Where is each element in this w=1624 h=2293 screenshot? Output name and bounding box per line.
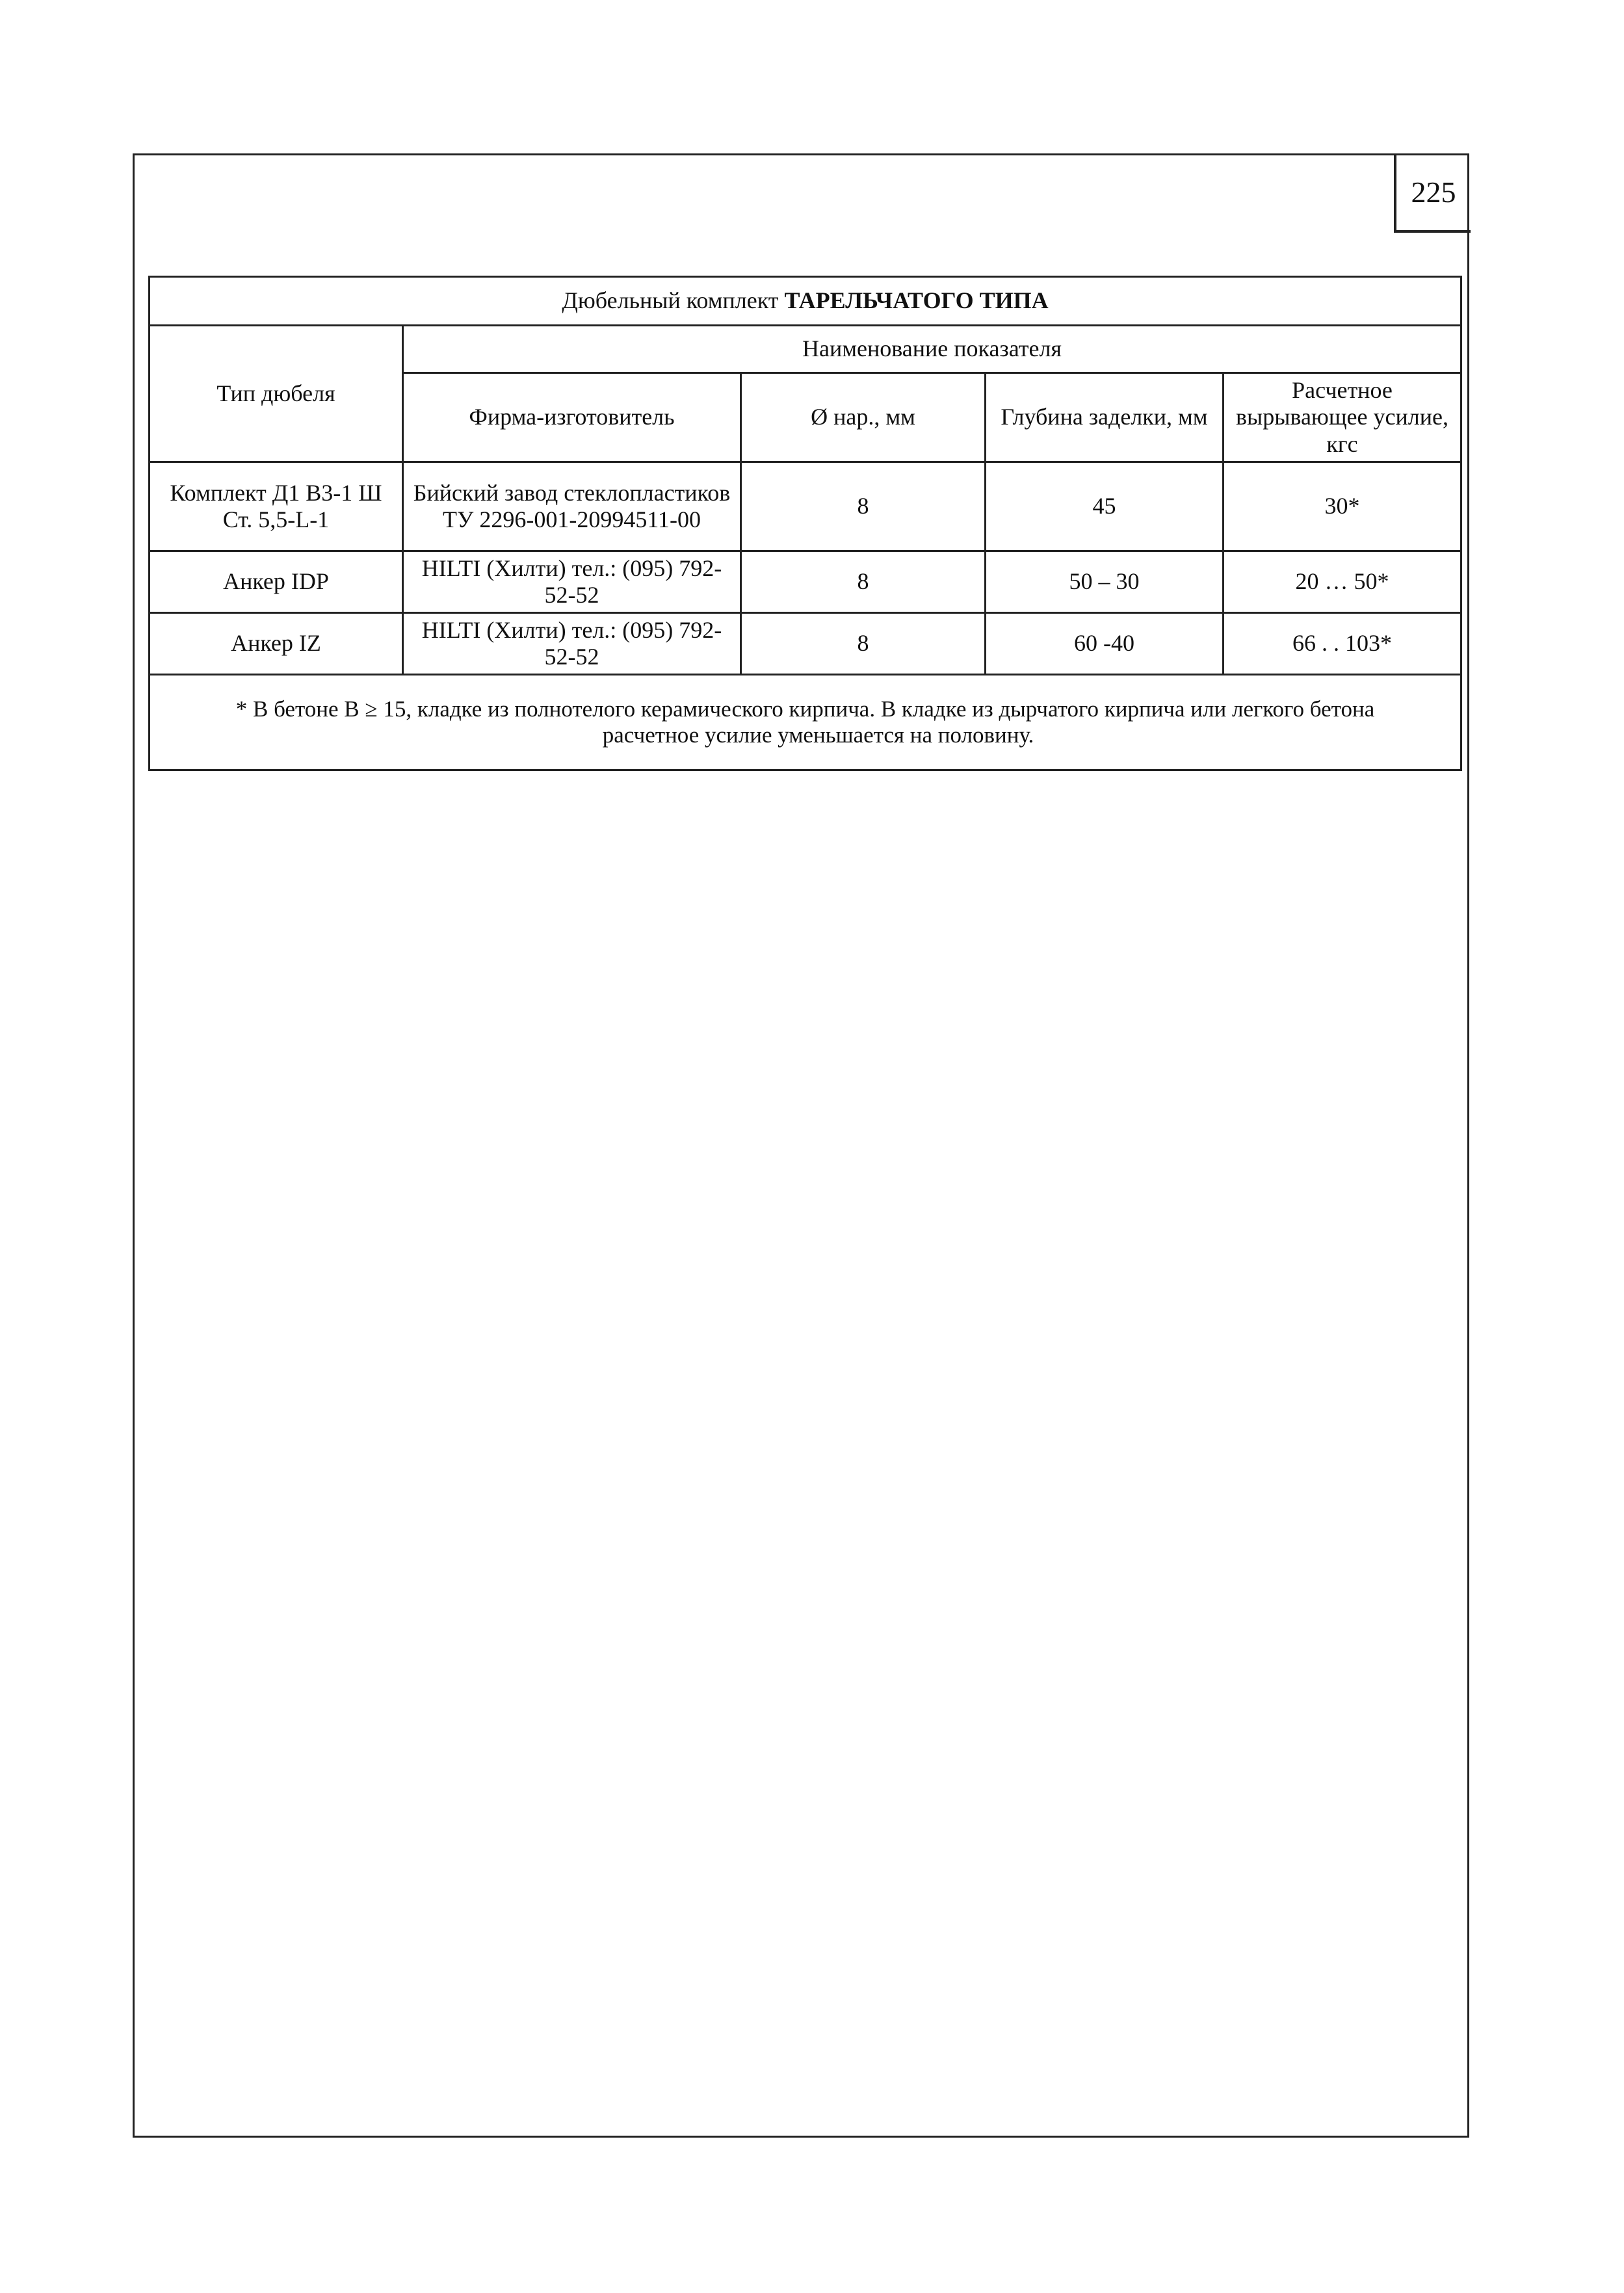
cell-depth: 45: [986, 462, 1224, 551]
table-row: [150, 551, 1461, 613]
table-row: [150, 613, 1461, 675]
footnote-row: [150, 675, 1461, 770]
cell-diameter: 8: [741, 551, 986, 613]
cell-diameter: 8: [741, 613, 986, 675]
cell-diameter: 8: [741, 462, 986, 551]
table-title: [150, 277, 1461, 326]
col-manufacturer-header: Фирма-изготовитель: [403, 373, 741, 462]
table-title-bold: ТАРЕЛЬЧАТОГО ТИПА: [784, 287, 1049, 314]
cell-type: Анкер IZ: [150, 613, 403, 675]
cell-force: 66 . . 103*: [1224, 613, 1461, 675]
table-title-prefix: Дюбельный комплект: [562, 287, 779, 314]
group-header: Наименование показателя: [403, 326, 1461, 373]
cell-type: Комплект Д1 В3-1 Ш Ст. 5,5-L-1: [150, 462, 403, 551]
footnote-line-2: расчетное усилие уменьшается на половину.: [602, 722, 1034, 748]
col-diameter-header: Ø нар., мм: [741, 373, 986, 462]
cell-manufacturer: Бийский завод стеклопластиков ТУ 2296-001-20994511-00: [403, 462, 741, 551]
footnote-line-1: * В бетоне B ≥ 15, кладке из полнотелого керамического кирпича. В кладке из дырчатого кирпича или легкого бетона: [235, 696, 1375, 722]
cell-manufacturer: HILTI (Хилти) тел.: (095) 792-52-52: [403, 613, 741, 675]
cell-type: Анкер IDP: [150, 551, 403, 613]
cell-manufacturer: HILTI (Хилти) тел.: (095) 792-52-52: [403, 551, 741, 613]
col-force-header: Расчетное вырывающее усилие, кгс: [1224, 373, 1461, 462]
footnote: [150, 675, 1461, 770]
group-header-row: [150, 326, 1461, 373]
col-depth-header: Глубина заделки, мм: [986, 373, 1224, 462]
cell-force: 30*: [1224, 462, 1461, 551]
cell-depth: 50 – 30: [986, 551, 1224, 613]
cell-depth: 60 -40: [986, 613, 1224, 675]
page-number: 225: [1394, 153, 1471, 233]
col-type-header: Тип дюбеля: [150, 326, 403, 462]
table-title-row: [150, 277, 1461, 326]
dowel-table: [148, 276, 1462, 771]
table-row: [150, 462, 1461, 551]
cell-force: 20 … 50*: [1224, 551, 1461, 613]
